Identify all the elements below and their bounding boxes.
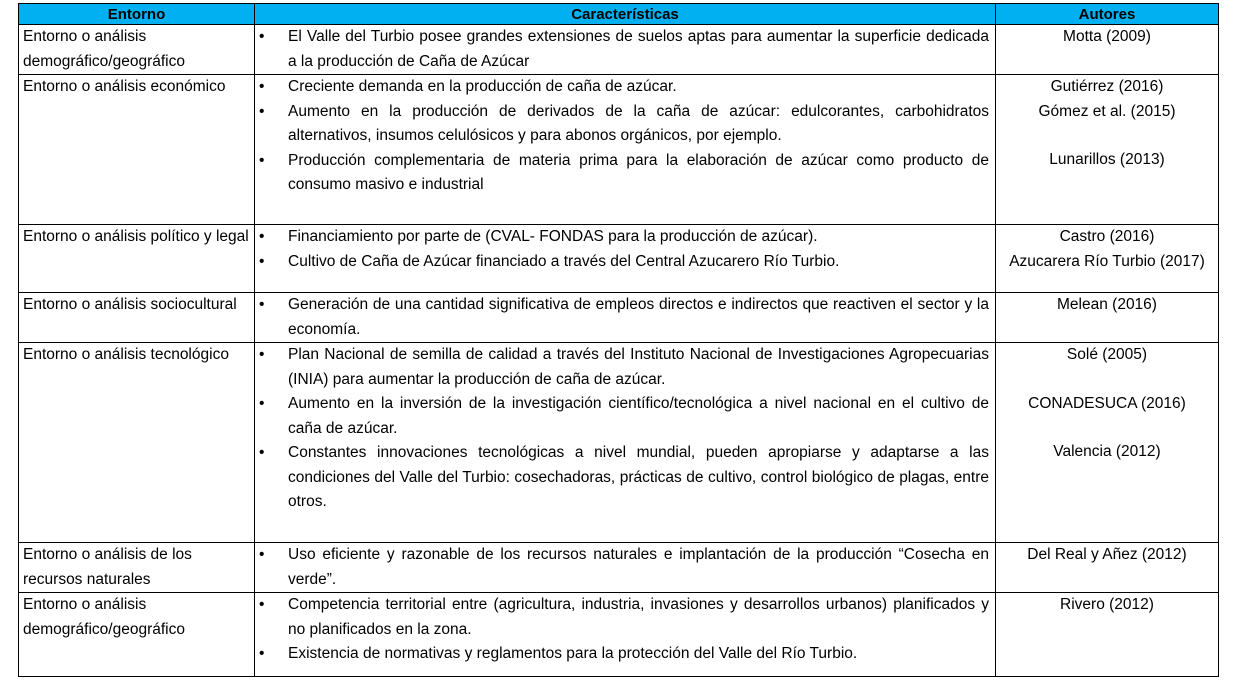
caracteristicas-cell [255, 543, 996, 593]
table-row [19, 25, 1219, 75]
header-row [19, 4, 1219, 25]
caracteristicas-cell [255, 75, 996, 225]
caracteristicas-cell [255, 225, 996, 293]
caracteristicas-cell [255, 593, 996, 677]
author: Motta (2009) [1063, 28, 1151, 45]
header-autores: Autores [996, 4, 1219, 25]
entorno-cell: Entorno o análisis sociocultural [19, 293, 255, 343]
list-item: • Uso eficiente y razonable de los recursos naturales e implantación de la producción “Cosecha en verde”. [255, 543, 995, 592]
author: Solé (2005) [1066, 346, 1148, 363]
bullet-icon: • [259, 444, 265, 461]
list-item: • Constantes innovaciones tecnológicas a nivel mundial, pueden apropiarse y adaptarse a las condiciones del Valle del Turbio: cosechadoras, prácticas de cultivo, control biológico de plagas, entre otros. [255, 441, 995, 515]
bullet-icon: • [259, 252, 265, 270]
table-row [19, 293, 1219, 343]
list-item: • Plan Nacional de semilla de calidad a través del Instituto Nacional de Investigaciones Agropecuarias (INIA) para aumentar la producción de caña de azúcar. [255, 343, 995, 392]
author: Lunarillos (2013) [1049, 151, 1165, 168]
list-item: • Existencia de normativas y reglamentos para la protección del Valle del Río Turbio. [255, 642, 995, 667]
environment-analysis-table [18, 3, 1219, 677]
list-item: • Financiamiento por parte de (CVAL- FONDAS para la producción de azúcar). [255, 225, 995, 250]
table-row [19, 225, 1219, 293]
bullet-icon: • [259, 546, 265, 563]
autores-cell [996, 293, 1219, 343]
caracteristicas-cell [255, 25, 996, 75]
bullet-icon: • [259, 102, 265, 120]
author: Del Real y Añez (2012) [1027, 546, 1187, 563]
bullet-icon: • [259, 395, 265, 412]
bullet-icon: • [259, 78, 265, 95]
author: Rivero (2012) [1060, 596, 1154, 613]
autores-cell [996, 225, 1219, 293]
autores-cell [996, 343, 1219, 543]
autores-cell [996, 593, 1219, 677]
author: Castro (2016) [1059, 228, 1155, 245]
header-entorno: Entorno [19, 4, 255, 25]
entorno-cell: Entorno o análisis político y legal [19, 225, 255, 293]
caracteristicas-cell [255, 343, 996, 543]
author: Azucarera Río Turbio (2017) [1009, 252, 1205, 270]
bullet-icon: • [259, 645, 265, 662]
autores-cell [996, 25, 1219, 75]
table-row [19, 593, 1219, 677]
list-item: • El Valle del Turbio posee grandes extensiones de suelos aptas para aumentar la superficie dedicada a la producción de Caña de Azúcar [255, 25, 995, 74]
bullet-icon: • [259, 346, 265, 363]
table-row [19, 75, 1219, 225]
table-row [19, 543, 1219, 593]
list-item: • Producción complementaria de materia prima para la elaboración de azúcar como producto de consumo masivo e industrial [255, 149, 995, 198]
entorno-cell: Entorno o análisis de los recursos naturales [19, 543, 255, 593]
list-item: • Aumento en la producción de derivados de la caña de azúcar: edulcorantes, carbohidratos alternativos, insumos celulósicos y para abonos orgánicos, por ejemplo. [255, 100, 995, 149]
author: Gómez et al. (2015) [1038, 102, 1176, 120]
entorno-cell: Entorno o análisis económico [19, 75, 255, 225]
author: Melean (2016) [1057, 296, 1157, 313]
list-item: • Creciente demanda en la producción de caña de azúcar. [255, 75, 995, 100]
entorno-cell: Entorno o análisis tecnológico [19, 343, 255, 543]
author: CONADESUCA (2016) [1028, 394, 1186, 412]
author: Valencia (2012) [1053, 443, 1161, 460]
list-item: • Cultivo de Caña de Azúcar financiado a través del Central Azucarero Río Turbio. [255, 250, 995, 275]
autores-cell [996, 75, 1219, 225]
autores-cell [996, 543, 1219, 593]
bullet-icon: • [259, 596, 265, 613]
list-item: • Aumento en la inversión de la investigación científico/tecnológica a nivel nacional en el cultivo de caña de azúcar. [255, 392, 995, 441]
caracteristicas-cell [255, 293, 996, 343]
bullet-icon: • [259, 151, 265, 169]
bullet-icon: • [259, 296, 265, 313]
entorno-cell: Entorno o análisis demográfico/geográfico [19, 593, 255, 677]
header-caracteristicas: Características [255, 4, 996, 25]
bullet-icon: • [259, 28, 265, 45]
list-item: • Competencia territorial entre (agricultura, industria, invasiones y desarrollos urbanos) planificados y no planificados en la zona. [255, 593, 995, 642]
author: Gutiérrez (2016) [1050, 78, 1164, 95]
table-row [19, 343, 1219, 543]
bullet-icon: • [259, 228, 265, 245]
list-item: • Generación de una cantidad significativa de empleos directos e indirectos que reactiven el sector y la economía. [255, 293, 995, 342]
entorno-cell: Entorno o análisis demográfico/geográfico [19, 25, 255, 75]
